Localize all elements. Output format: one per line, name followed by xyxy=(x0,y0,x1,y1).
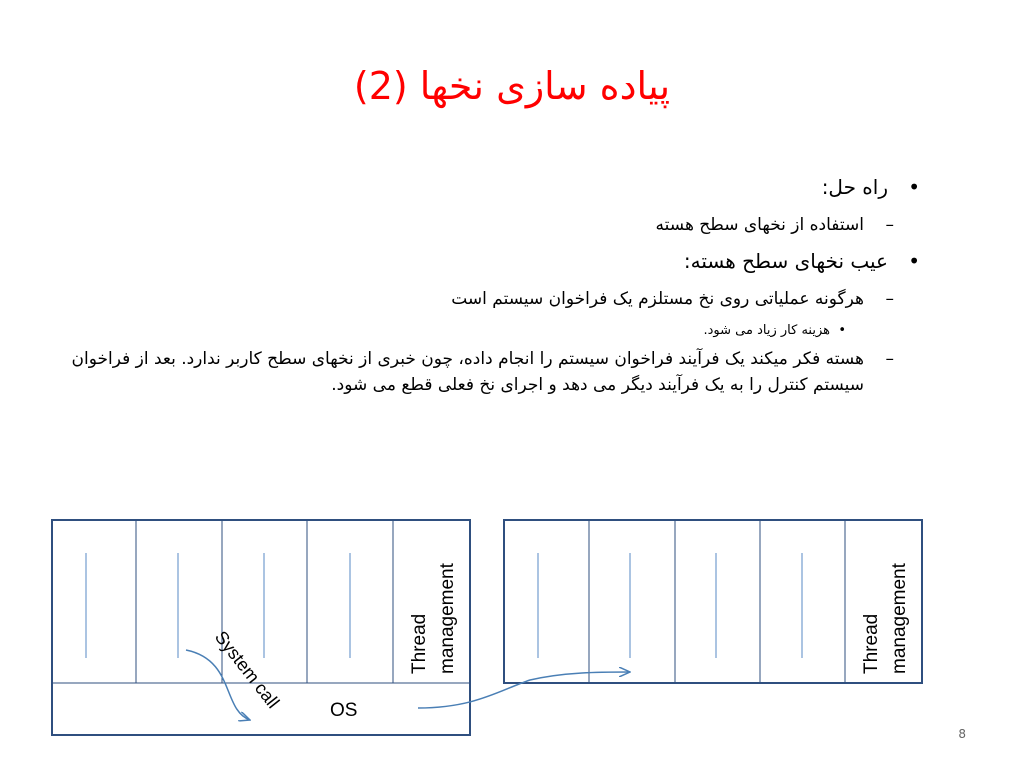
bullet-text: هرگونه عملیاتی روی نخ مستلزم یک فراخوان سیستم است xyxy=(451,289,864,309)
dash-marker: – xyxy=(885,289,894,309)
bullet-text: راه حل: xyxy=(821,175,888,199)
right-thread-management-label: Thread management xyxy=(861,563,910,674)
right-process-box xyxy=(504,520,922,683)
slide-title: پیاده سازی نخها (2) xyxy=(353,64,671,108)
right-box-border xyxy=(504,520,922,683)
os-label: OS xyxy=(330,700,358,721)
bullet-text: هزینه کار زیاد می شود. xyxy=(703,323,830,338)
dash-marker: – xyxy=(885,349,894,369)
bullet-text: هسته فکر میکند یک فرآیند فراخوان سیستم را انجام داده، چون خبری از نخهای سطح کاربر ندارد. بعد از فراخوان سیستم کنترل را به یک فرآیند دیگر می دهد و اجرای نخ فعلی قطع می شود. xyxy=(71,349,864,395)
bullet-text: عیب نخهای سطح هسته: xyxy=(683,249,888,273)
bullet-marker: • xyxy=(908,249,920,273)
dash-marker: – xyxy=(885,215,894,235)
bullet-marker: • xyxy=(908,175,920,199)
left-thread-management-label: Thread management xyxy=(409,563,458,674)
page-number: 8 xyxy=(958,727,966,741)
system-call-label: System call xyxy=(210,627,284,712)
bullet-text: استفاده از نخهای سطح هسته xyxy=(655,215,864,235)
bullet-marker: • xyxy=(838,323,846,338)
